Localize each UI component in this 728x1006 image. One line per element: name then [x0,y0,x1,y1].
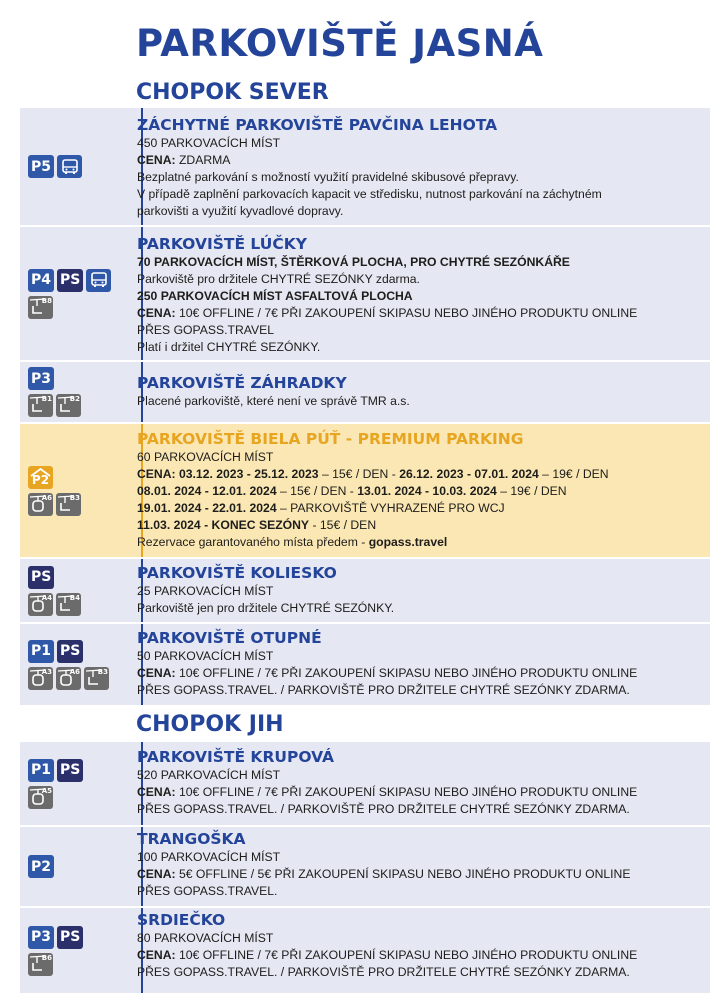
parking-badge-p4: P4 [28,269,54,292]
lot-title: PARKOVIŠTĚ ZÁHRADKY [137,374,347,392]
lift-tag: A5 [41,786,52,795]
lot-price-cont: PŘES GOPASS.TRAVEL [137,323,275,337]
lot-title: PARKOVIŠTĚ KRUPOVÁ [137,748,335,766]
lot-price: 19.01. 2024 - 22.01. 2024 – PARKOVIŠTĚ VYHRAZENÉ PRO WCJ [137,501,505,515]
section-title-chopok-jih: CHOPOK JIH [136,712,284,737]
lot-reservation: Rezervace garantovaného místa předem - gopass.travel [137,535,448,549]
panel-icons [28,908,136,993]
lot-capacity: 520 PARKOVACÍCH MÍST [137,768,281,782]
lot-title: ZÁCHYTNÉ PARKOVIŠTĚ PAVČINA LEHOTA [137,116,498,134]
lot-capacity: 25 PARKOVACÍCH MÍST [137,584,274,598]
gondola-icon [56,667,81,690]
lift-tag: B3 [69,493,80,502]
gopass-link[interactable]: gopass.travel [368,535,448,549]
parking-badge-p3: P3 [28,926,54,949]
lot-title: SRDIEČKO [137,911,226,929]
parking-panel-biela-put [20,424,710,558]
parking-badge-ps: PS [57,759,83,782]
panel-content [137,116,704,220]
lot-info-line: 250 PARKOVACÍCH MÍST ASFALTOVÁ PLOCHA [137,289,413,303]
lot-price: CENA: 10€ OFFLINE / 7€ PŘI ZAKOUPENÍ SKIPASU NEBO JINÉHO PRODUKTU ONLINE [137,948,638,962]
lot-capacity: 450 PARKOVACÍCH MÍST [137,136,281,150]
panel-icons [28,362,136,422]
lot-title: PARKOVIŠTĚ OTUPNÉ [137,629,322,647]
lot-price: CENA: 03.12. 2023 - 25.12. 2023 – 15€ / DEN - 26.12. 2023 - 07.01. 2024 – 19€ / DEN [137,467,609,481]
panel-content [137,235,704,356]
lot-title: TRANGOŠKA [137,830,246,848]
bus-icon [57,155,82,178]
lift-tag: B2 [69,395,80,403]
chairlift-icon [56,593,81,616]
section-title-chopok-sever: CHOPOK SEVER [136,80,329,105]
gondola-icon [28,593,53,616]
parking-badge-p3: P3 [28,367,54,390]
lift-tag: A6 [41,493,52,502]
parking-panel-trangoska [20,827,710,907]
lift-tag: A3 [41,667,52,676]
lot-price-cont: PŘES GOPASS.TRAVEL. / PARKOVIŠTĚ PRO DRŽITELE CHYTRÉ SEZÓNKY ZDARMA. [137,802,630,816]
panel-icons [28,108,136,225]
parking-badge-ps: PS [57,640,83,663]
lot-info-line: 70 PARKOVACÍCH MÍST, ŠTĚRKOVÁ PLOCHA, PRO CHYTRÉ SEZÓNKÁŘE [137,255,570,269]
lot-price: CENA: 10€ OFFLINE / 7€ PŘI ZAKOUPENÍ SKIPASU NEBO JINÉHO PRODUKTU ONLINE [137,785,638,799]
lot-info-line: parkovišti a využití kyvadlové dopravy. [137,204,344,218]
panel-content [137,564,704,617]
chairlift-icon [28,953,53,976]
lot-capacity: 50 PARKOVACÍCH MÍST [137,649,274,663]
lot-price: CENA: 10€ OFFLINE / 7€ PŘI ZAKOUPENÍ SKIPASU NEBO JINÉHO PRODUKTU ONLINE [137,666,638,680]
lot-info-line: Parkoviště pro držitele CHYTRÉ SEZÓNKY zdarma. [137,272,420,286]
lot-info-line: Parkoviště jen pro držitele CHYTRÉ SEZÓNKY. [137,601,395,615]
gondola-icon [28,667,53,690]
lot-price: 08.01. 2024 - 12.01. 2024 – 15€ / DEN - 13.01. 2024 - 10.03. 2024 – 19€ / DEN [137,484,567,498]
parking-badge-ps: PS [57,269,83,292]
panel-content [137,374,704,410]
gondola-icon [28,493,53,516]
panel-icons [28,827,136,906]
parking-panel-zahradky [20,362,710,423]
panel-icons [28,227,136,360]
lot-price: CENA: ZDARMA [137,153,231,167]
lot-info-line: Platí i držitel CHYTRÉ SEZÓNKY. [137,340,321,354]
panel-icons [28,742,136,825]
panel-icons [28,559,136,622]
parking-panel-krupova [20,742,710,826]
chairlift-icon [84,667,109,690]
panel-content [137,911,704,981]
panel-icons [28,624,136,705]
chairlift-icon [56,394,81,417]
lot-info-line: Bezplatné parkování s možností využití pravidelné skibusové přepravy. [137,170,519,184]
chairlift-icon [28,296,53,319]
lot-title: PARKOVIŠTĚ LÚČKY [137,235,307,253]
lot-capacity: 60 PARKOVACÍCH MÍST [137,450,274,464]
lift-tag: B4 [69,593,80,602]
panel-content [137,830,704,900]
lot-title: PARKOVIŠTĚ KOLIESKO [137,564,337,582]
panel-content [137,430,704,551]
lift-tag: B6 [41,953,52,962]
lot-price: 11.03. 2024 - KONEC SEZÓNY - 15€ / DEN [137,518,377,532]
chairlift-icon [56,493,81,516]
parking-panel-koliesko [20,559,710,623]
chairlift-icon [28,394,53,417]
parking-badge-ps: PS [28,566,54,589]
lot-price-cont: PŘES GOPASS.TRAVEL. / PARKOVIŠTĚ PRO DRŽITELE CHYTRÉ SEZÓNKY ZDARMA. [137,683,630,697]
lot-price: CENA: 5€ OFFLINE / 5€ PŘI ZAKOUPENÍ SKIPASU NEBO JINÉHO PRODUKTU ONLINE [137,867,631,881]
lift-tag: A6 [69,667,80,676]
lift-tag: B1 [41,395,52,403]
lift-tag: B8 [41,296,52,305]
lot-info-line: V případě zaplnění parkovacích kapacit ve středisku, nutnost parkování na záchytném [137,187,602,201]
parking-panel-lucky [20,227,710,361]
lot-title: PARKOVIŠTĚ BIELA PÚŤ - PREMIUM PARKING [137,430,524,448]
panel-content [137,748,704,818]
panel-icons [28,424,136,557]
parking-badge-p2: P2 [28,855,54,878]
lift-tag: B3 [97,667,108,676]
parking-badge-ps: PS [57,926,83,949]
lot-price-cont: PŘES GOPASS.TRAVEL. [137,884,278,898]
lot-price-cont: PŘES GOPASS.TRAVEL. / PARKOVIŠTĚ PRO DRŽITELE CHYTRÉ SEZÓNKY ZDARMA. [137,965,630,979]
bus-icon [86,269,111,292]
parking-badge-p5: P5 [28,155,54,178]
parking-panel-srdiecko [20,908,710,994]
parking-badge-p1: P1 [28,759,54,782]
parking-badge-p1: P1 [28,640,54,663]
lot-capacity: 100 PARKOVACÍCH MÍST [137,850,281,864]
parking-panel-otupne [20,624,710,706]
premium-parking-badge-p2: P2 [28,466,53,489]
lift-tag: A4 [41,593,52,602]
page-title: PARKOVIŠTĚ JASNÁ [136,22,544,65]
lot-price: CENA: 10€ OFFLINE / 7€ PŘI ZAKOUPENÍ SKIPASU NEBO JINÉHO PRODUKTU ONLINE [137,306,638,320]
parking-panel-pavcina-lehota [20,108,710,226]
gondola-icon [28,786,53,809]
lot-info-line: Placené parkoviště, které není ve správě TMR a.s. [137,394,410,408]
panel-content [137,629,704,699]
lot-capacity: 80 PARKOVACÍCH MÍST [137,931,274,945]
